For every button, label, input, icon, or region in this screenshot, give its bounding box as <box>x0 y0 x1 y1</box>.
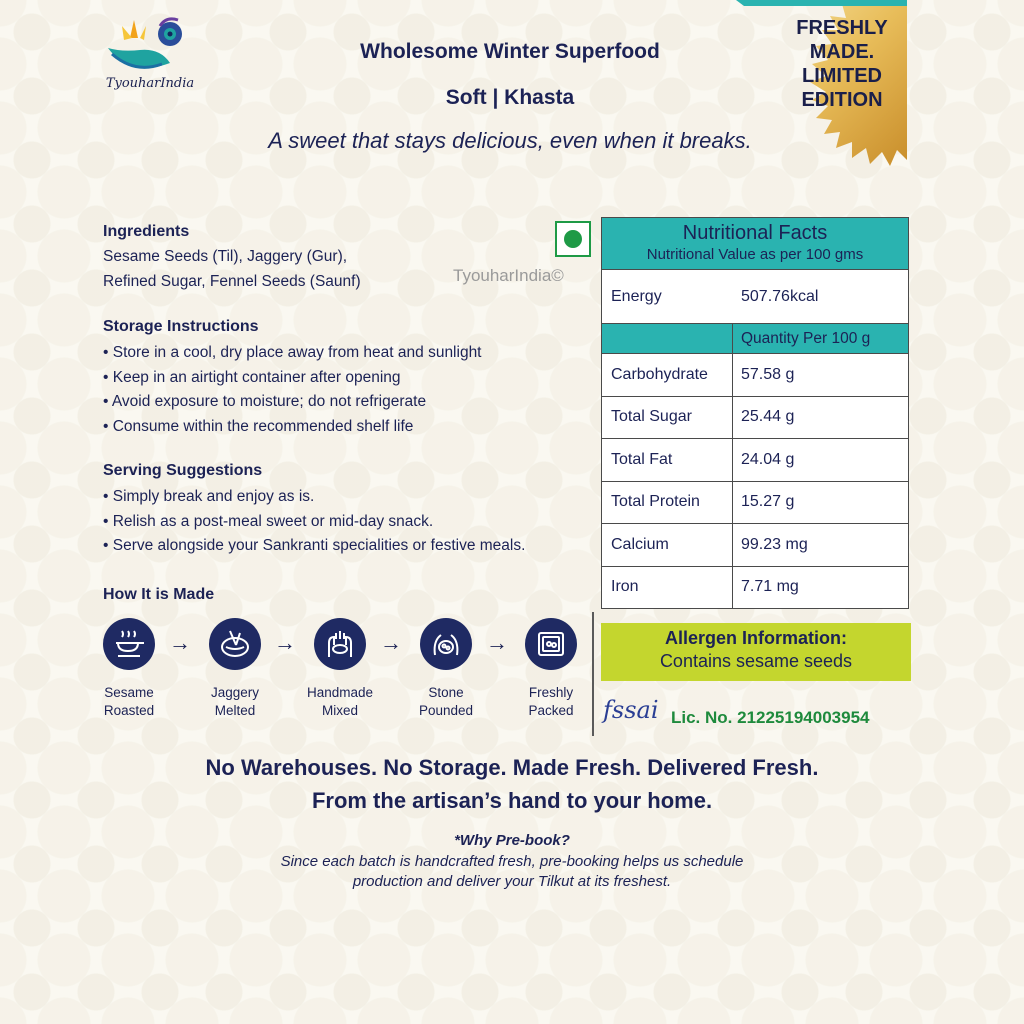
ingredients-title: Ingredients <box>103 223 190 240</box>
list-item: • Store in a cool, dry place away from heat and sunlight <box>103 344 482 361</box>
nutrition-table <box>601 217 909 609</box>
step-label: Sesame <box>104 685 154 700</box>
step-handmade-mixed <box>295 618 385 720</box>
tagline: A sweet that stays delicious, even when it breaks. <box>268 128 752 153</box>
nutrient-name: Total Fat <box>602 439 733 481</box>
table-row <box>601 439 909 482</box>
nutrient-name: Carbohydrate <box>602 354 733 396</box>
step-label: Melted <box>214 703 256 718</box>
list-item: • Avoid exposure to moisture; do not refrigerate <box>103 393 427 410</box>
nutrition-subtitle: Nutritional Value as per 100 gms <box>646 246 864 263</box>
table-row <box>601 567 909 610</box>
hands-pounding-icon <box>420 618 472 670</box>
license-number: Lic. No. 21225194003954 <box>671 708 870 727</box>
roasting-pan-icon <box>103 618 155 670</box>
veg-symbol-icon <box>555 221 591 257</box>
nutrient-name: Calcium <box>602 524 733 566</box>
list-item: • Keep in an airtight container after opening <box>103 368 401 386</box>
serving-list <box>103 485 593 559</box>
badge-line: MADE. <box>809 41 875 63</box>
nutrient-name: Energy <box>611 287 662 305</box>
list-item: • Relish as a post-meal sweet or mid-day snack. <box>103 512 434 530</box>
nutrient-name: Iron <box>602 567 733 609</box>
nutrition-header <box>601 217 909 270</box>
why-prebook-title: *Why Pre-book? <box>454 832 570 849</box>
list-item: • Consume within the recommended shelf life <box>103 417 414 435</box>
badge-line: LIMITED <box>802 65 882 87</box>
hands-mixing-icon <box>314 618 366 670</box>
arrow-icon: → <box>274 630 296 655</box>
why-prebook-text <box>200 852 824 892</box>
serving-title: Serving Suggestions <box>103 462 263 479</box>
step-label: Stone <box>428 685 464 700</box>
ingredients-line: Sesame Seeds (Til), Jaggery (Gur), <box>103 248 348 265</box>
nutrient-value: 7.71 mg <box>741 578 799 596</box>
step-jaggery-melted <box>190 618 280 720</box>
step-freshly-packed <box>506 618 596 720</box>
step-stone-pounded <box>401 618 491 720</box>
list-item: • Serve alongside your Sankranti specialities or festive meals. <box>103 537 526 554</box>
step-label: Packed <box>528 703 574 718</box>
step-label: Mixed <box>321 703 358 718</box>
nutrient-value: 507.76kcal <box>741 287 819 305</box>
arrow-icon: → <box>169 630 191 655</box>
table-row <box>601 482 909 525</box>
badge-text <box>768 16 916 112</box>
nutrient-name: Total Sugar <box>602 397 733 439</box>
nutrient-value: 24.04 g <box>741 450 795 468</box>
allergen-title: Allergen Information: <box>664 628 847 648</box>
ingredients-line: Refined Sugar, Fennel Seeds (Saunf) <box>103 272 361 290</box>
table-header-row <box>601 324 909 354</box>
footer-headline: No Warehouses. No Storage. Made Fresh. Delivered Fresh. <box>205 755 819 780</box>
quantity-header: Quantity Per 100 g <box>741 329 871 347</box>
list-item: • Simply break and enjoy as is. <box>103 488 315 505</box>
nutrient-value: 25.44 g <box>741 408 795 426</box>
table-row <box>601 354 909 397</box>
why-line: production and deliver your Tilkut at its freshest. <box>352 873 672 890</box>
fssai-logo: fssai <box>603 696 659 724</box>
brand-name: TyouharIndia <box>105 76 195 91</box>
storage-list <box>103 341 583 439</box>
nutrient-value: 99.23 mg <box>741 535 808 553</box>
allergen-text: Contains sesame seeds <box>659 651 853 671</box>
allergen-box <box>601 623 911 681</box>
step-label: Roasted <box>103 703 155 718</box>
how-title: How It is Made <box>103 586 215 603</box>
step-label: Pounded <box>418 703 474 718</box>
page-subtitle: Soft | Khasta <box>445 86 575 109</box>
table-row <box>601 397 909 440</box>
arrow-icon: → <box>486 630 508 655</box>
empty-cell <box>602 324 733 353</box>
badge-line: FRESHLY <box>796 17 888 39</box>
arrow-icon: → <box>380 630 402 655</box>
storage-title: Storage Instructions <box>103 318 259 335</box>
divider <box>592 612 594 736</box>
packed-box-icon <box>525 618 577 670</box>
nutrition-title: Nutritional Facts <box>682 222 828 244</box>
melting-pot-icon <box>209 618 261 670</box>
step-sesame-roasted <box>84 618 174 720</box>
table-row <box>601 524 909 567</box>
badge-line: EDITION <box>801 89 883 111</box>
footer-subheadline: From the artisan’s hand to your home. <box>311 788 713 813</box>
why-line: Since each batch is handcrafted fresh, pre-booking helps us schedule <box>280 853 744 870</box>
step-label: Jaggery <box>210 685 260 700</box>
nutrient-value: 15.27 g <box>741 493 795 511</box>
nutrient-name: Total Protein <box>602 482 733 524</box>
step-label: Handmade <box>306 685 374 700</box>
step-label: Freshly <box>528 685 574 700</box>
table-row <box>601 270 909 324</box>
page-title: Wholesome Winter Superfood <box>360 40 660 63</box>
nutrient-value: 57.58 g <box>741 365 795 383</box>
watermark: TyouharIndia© <box>453 266 564 285</box>
ingredients-text <box>103 245 443 294</box>
